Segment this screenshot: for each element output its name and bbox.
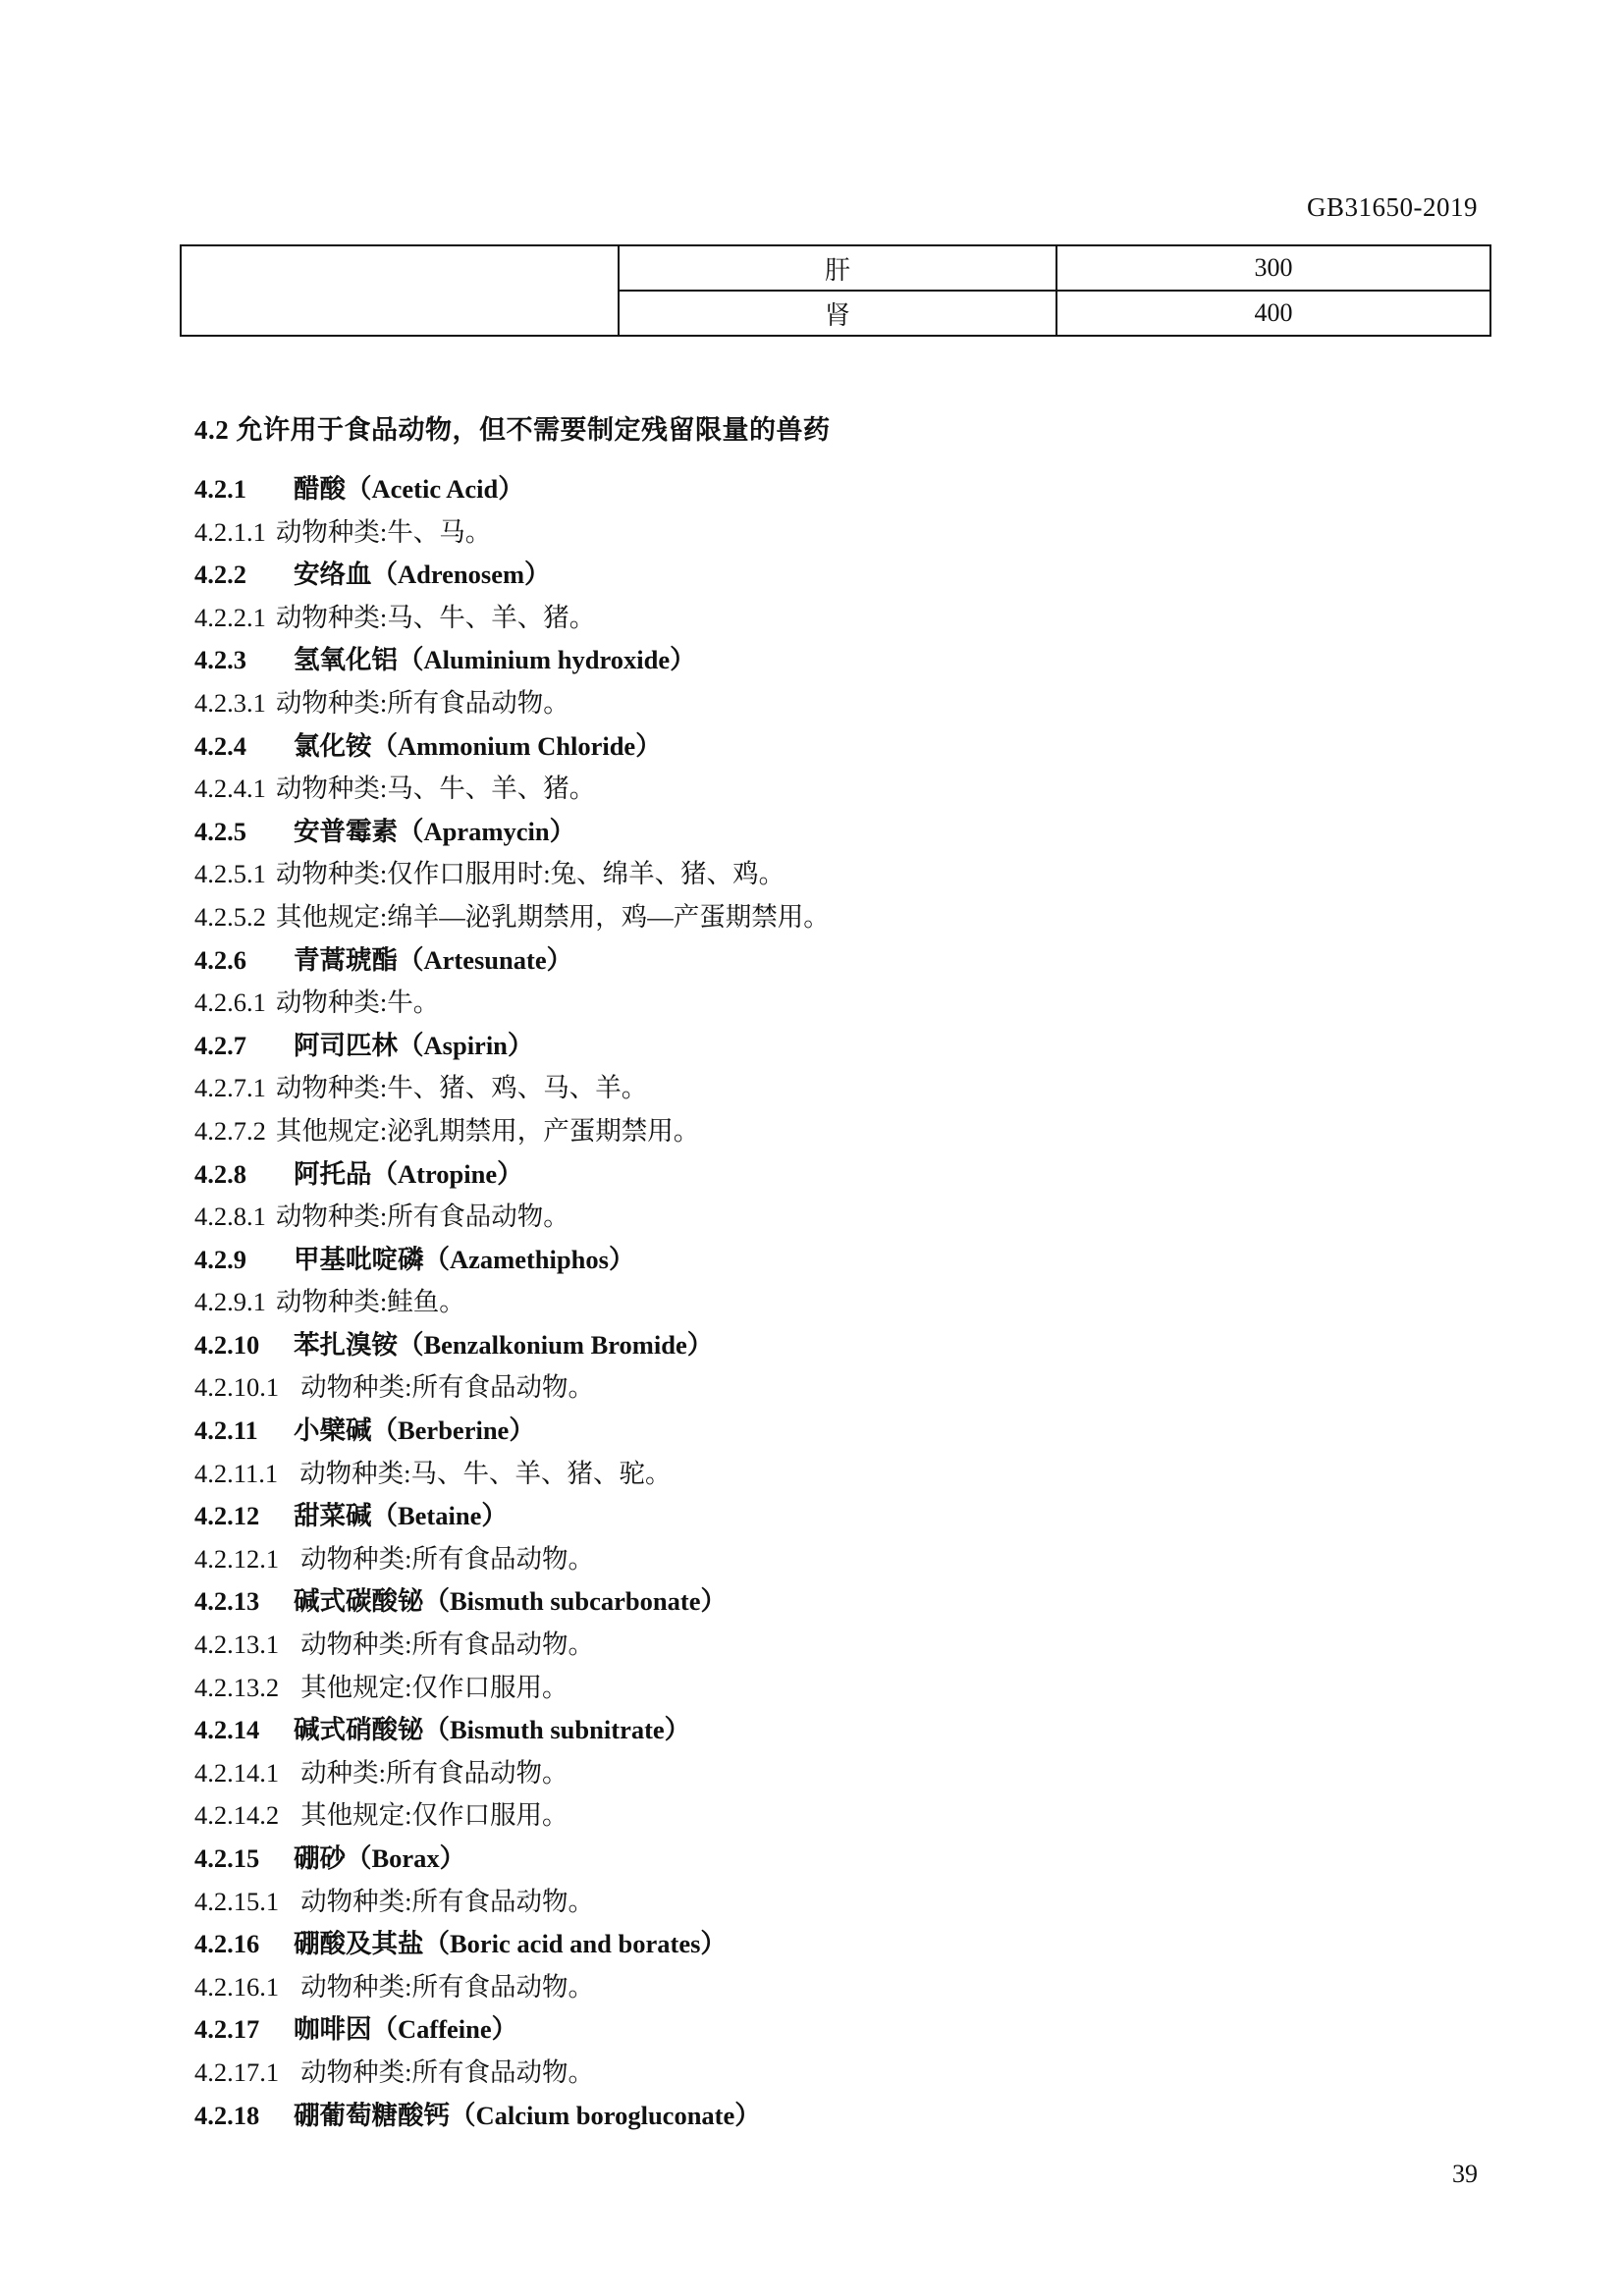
drug-clause (194, 896, 1471, 939)
clause-text: 动物种类:马、牛、羊、猪。 (275, 774, 596, 804)
drug-clause (194, 1453, 1471, 1496)
drug-heading (194, 1025, 1471, 1068)
clause-number: 4.2.9 (194, 1244, 246, 1274)
drug-heading (194, 1239, 1471, 1282)
drug-heading (194, 1410, 1471, 1453)
clause-number: 4.2.13.2 (194, 1672, 280, 1702)
clause-text: 动物种类:仅作口服用时:兔、绵羊、猪、鸡。 (275, 859, 785, 889)
table-row (181, 245, 1490, 291)
drug-clause (194, 682, 1471, 725)
clause-number: 4.2.8.1 (194, 1201, 266, 1232)
clause-text: 动物种类:所有食品动物。 (275, 1201, 569, 1232)
clause-text: 硼砂（Borax） (294, 1843, 466, 1873)
clause-text: 阿司匹林（Aspirin） (294, 1030, 534, 1060)
drug-clause (194, 853, 1471, 896)
drug-heading (194, 2095, 1471, 2138)
drug-clause (194, 1196, 1471, 1239)
drug-heading (194, 2008, 1471, 2052)
clause-text: 动物种类:所有食品动物。 (300, 1886, 594, 1916)
clause-number: 4.2.10.1 (194, 1372, 280, 1403)
mrl-cell: 300 (1056, 245, 1490, 291)
clause-text: 氯化铵（Ammonium Chloride） (294, 730, 662, 761)
clause-text: 动物种类:牛。 (275, 988, 440, 1018)
clause-text: 动物种类:牛、马。 (275, 516, 492, 547)
clause-text: 其他规定:仅作口服用。 (300, 1800, 568, 1831)
clause-number: 4.2.4 (194, 730, 246, 761)
clause-text: 动物种类:鲑鱼。 (275, 1287, 465, 1317)
drug-clause (194, 1881, 1471, 1924)
clause-text: 咖啡因（Caffeine） (294, 2014, 518, 2045)
clause-number: 4.2.8 (194, 1158, 246, 1189)
clause-text: 苯扎溴铵（Benzalkonium Bromide） (294, 1329, 714, 1360)
residue-limit-table (180, 244, 1491, 337)
drug-heading (194, 639, 1471, 682)
clause-number: 4.2.7 (194, 1030, 246, 1060)
clause-text: 阿托品（Atropine） (294, 1158, 523, 1189)
clause-number: 4.2.2 (194, 560, 246, 590)
drug-clause (194, 2052, 1471, 2095)
clause-number: 4.2.14.1 (194, 1757, 280, 1788)
drug-heading (194, 939, 1471, 983)
clause-text: 安络血（Adrenosem） (294, 560, 551, 590)
clause-text: 动物种类:所有食品动物。 (300, 1372, 594, 1403)
drug-clause (194, 1794, 1471, 1838)
section-heading (194, 408, 831, 447)
drug-clause (194, 511, 1471, 555)
clause-number: 4.2.7.2 (194, 1115, 266, 1146)
drug-heading (194, 1923, 1471, 1966)
drug-clause (194, 768, 1471, 811)
clause-text: 甜菜碱（Betaine） (294, 1501, 508, 1531)
drug-clause (194, 1667, 1471, 1710)
clause-number: 4.2.11 (194, 1415, 258, 1446)
clause-text: 小檗碱（Berberine） (294, 1415, 535, 1446)
clause-text: 甲基吡啶磷（Azamethiphos） (294, 1244, 635, 1274)
mrl-cell: 400 (1056, 291, 1490, 336)
clause-number: 4.2.9.1 (194, 1287, 266, 1317)
clause-text: 动物种类:牛、猪、鸡、马、羊。 (275, 1073, 648, 1103)
clause-number: 4.2.15.1 (194, 1886, 280, 1916)
clause-text: 动物种类:所有食品动物。 (300, 2056, 594, 2087)
clause-text: 安普霉素（Apramycin） (294, 816, 576, 846)
clause-number: 4.2.16.1 (194, 1971, 280, 2002)
clause-number: 4.2.16 (194, 1929, 260, 1959)
clause-text: 硼葡萄糖酸钙（Calcium borogluconate） (294, 2100, 761, 2130)
drug-heading (194, 1838, 1471, 1881)
clause-number: 4.2.6 (194, 944, 246, 975)
clause-text: 动物种类:马、牛、羊、猪、驼。 (299, 1458, 672, 1488)
drug-heading (194, 1495, 1471, 1538)
clause-number: 4.2.6.1 (194, 988, 266, 1018)
drug-clause (194, 1366, 1471, 1410)
clause-text: 动物种类:所有食品动物。 (300, 1629, 594, 1660)
clause-number: 4.2.3.1 (194, 687, 266, 718)
clause-number: 4.2.2.1 (194, 602, 266, 632)
drug-clause (194, 597, 1471, 640)
clause-number: 4.2.17.1 (194, 2056, 280, 2087)
clause-text: 动种类:所有食品动物。 (300, 1757, 568, 1788)
clause-number: 4.2.1.1 (194, 516, 266, 547)
drug-entry-list (194, 468, 1471, 2137)
clause-text: 碱式硝酸铋（Bismuth subnitrate） (294, 1715, 691, 1745)
clause-number: 4.2.3 (194, 645, 246, 675)
drug-heading (194, 468, 1471, 511)
animal-cell (181, 245, 619, 336)
clause-number: 4.2.5.1 (194, 859, 266, 889)
drug-heading (194, 1153, 1471, 1197)
drug-clause (194, 1752, 1471, 1795)
clause-number: 4.2.5.2 (194, 901, 266, 932)
drug-heading (194, 1580, 1471, 1624)
drug-clause (194, 1624, 1471, 1667)
tissue-cell: 肝 (619, 245, 1056, 291)
clause-text: 其他规定:泌乳期禁用，产蛋期禁用。 (275, 1115, 700, 1146)
section-number: 4.2 (194, 415, 230, 445)
clause-number: 4.2.5 (194, 816, 246, 846)
clause-number: 4.2.15 (194, 1843, 260, 1873)
clause-number: 4.2.12.1 (194, 1543, 280, 1574)
drug-clause (194, 982, 1471, 1025)
clause-text: 其他规定:仅作口服用。 (300, 1672, 568, 1702)
clause-number: 4.2.7.1 (194, 1073, 266, 1103)
clause-text: 氢氧化铝（Aluminium hydroxide） (294, 645, 696, 675)
clause-number: 4.2.13 (194, 1586, 260, 1617)
clause-number: 4.2.14.2 (194, 1800, 280, 1831)
clause-number: 4.2.11.1 (194, 1458, 279, 1488)
drug-heading (194, 1709, 1471, 1752)
clause-number: 4.2.13.1 (194, 1629, 280, 1660)
clause-number: 4.2.1 (194, 474, 246, 504)
page-number: 39 (1452, 2160, 1478, 2188)
clause-number: 4.2.17 (194, 2014, 260, 2045)
clause-number: 4.2.10 (194, 1329, 260, 1360)
clause-number: 4.2.4.1 (194, 774, 266, 804)
drug-clause (194, 1110, 1471, 1153)
clause-text: 动物种类:所有食品动物。 (300, 1971, 594, 2002)
clause-text: 动物种类:马、牛、羊、猪。 (275, 602, 596, 632)
clause-text: 碱式碳酸铋（Bismuth subcarbonate） (294, 1586, 727, 1617)
clause-text: 其他规定:绵羊—泌乳期禁用，鸡—产蛋期禁用。 (275, 901, 830, 932)
drug-clause (194, 1538, 1471, 1581)
clause-text: 动物种类:所有食品动物。 (275, 687, 569, 718)
tissue-cell: 肾 (619, 291, 1056, 336)
drug-clause (194, 1067, 1471, 1110)
drug-heading (194, 1324, 1471, 1367)
clause-number: 4.2.18 (194, 2100, 260, 2130)
drug-clause (194, 1281, 1471, 1324)
drug-heading (194, 725, 1471, 769)
standard-code: GB31650-2019 (1307, 192, 1478, 222)
section-title: 允许用于食品动物，但不需要制定残留限量的兽药 (236, 415, 831, 445)
drug-heading (194, 811, 1471, 854)
drug-heading (194, 554, 1471, 597)
clause-number: 4.2.14 (194, 1715, 260, 1745)
clause-text: 硼酸及其盐（Boric acid and borates） (294, 1929, 727, 1959)
clause-text: 醋酸（Acetic Acid） (294, 474, 524, 504)
clause-text: 青蒿琥酯（Artesunate） (294, 944, 573, 975)
clause-number: 4.2.12 (194, 1501, 260, 1531)
drug-clause (194, 1966, 1471, 2009)
clause-text: 动物种类:所有食品动物。 (300, 1543, 594, 1574)
